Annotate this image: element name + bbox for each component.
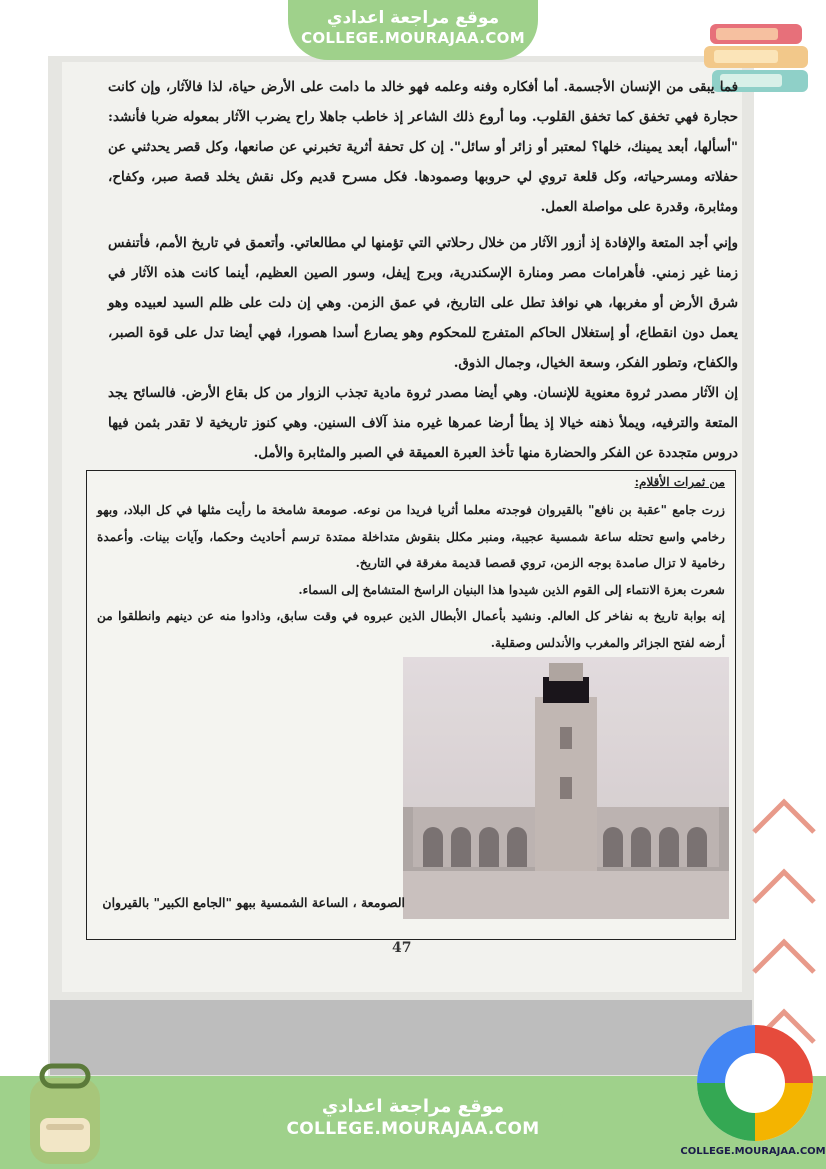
top-site-name-ar: موقع مراجعة اعدادي — [326, 8, 500, 28]
box-title: من ثمرات الأقلام: — [634, 475, 725, 489]
bottom-site-banner[interactable] — [263, 1078, 563, 1169]
top-site-url[interactable]: COLLEGE.MOURAJAA.COM — [301, 29, 525, 47]
paragraph-2: وإني أجد المتعة والإفادة إذ أزور الآثار من خلال رحلاتي التي تؤمنها لي مطالعاتي. وأتعمق في تاريخ الأمم، فأتنفس زمنا غير زمني. فأهرامات مصر ومنارة الإسكندرية، وبرج إيفل، وسور الصين العظيم، أينما كانت هذه الآثار في شرق الأرض أو مغربها، هي نوافذ تطل على التاريخ، في عمق الزمن. وهي إن دلت على ظلم السيد لعبيده وهو يعمل دون انقطاع، أو إستغلال الحاكم المتفرج للمحكوم وهو يصارع أسدا هصورا، فهي أيضا تدل على قوة الصبر، والكفاح، وتطور الفكر، وسعة الخيال، وجمال الذوق. — [108, 235, 738, 371]
quote-box — [86, 470, 736, 940]
page-number: 47 — [392, 940, 412, 956]
bottom-site-url[interactable]: COLLEGE.MOURAJAA.COM — [286, 1119, 540, 1139]
scan-bottom-band — [50, 1000, 752, 1075]
bottom-site-name-ar: موقع مراجعة اعدادي — [321, 1096, 505, 1117]
box-line-1: زرت جامع "عقبة بن نافع" بالقيروان فوجدته معلما أثريا فريدا من نوعه. صومعة شامخة ما رأيت مثلها في كل البلاد، وبهو رخامي واسع تحتله ساعة شمسية عجيبة، ومنبر مكلل بنقوش متداخلة ممتدة ترسم أحاديث وحكما، وآيات بينات. وأعمدة رخامية لا تزال صامدة بوجه الزمن، تروي قصصا قديمة مغرقة في التاريخ. — [97, 503, 725, 570]
box-text — [97, 497, 725, 656]
backpack-icon — [10, 1058, 120, 1168]
logo-caption[interactable]: COLLEGE.MOURAJAA.COM — [680, 1146, 826, 1157]
box-line-2: شعرت بعزة الانتماء إلى القوم الذين شيدوا هذا البنيان الراسخ المتشامخ إلى السماء. — [298, 582, 725, 597]
paragraph-1: فما يبقى من الإنسان الأجسمة. أما أفكاره وفنه وعلمه فهو خالد ما دامت على الأرض حياة، لذا فالآثار، وإن كانت حجارة فهي تخفق كما تخفق القلوب. وما أروع ذلك الشاعر إذ خاطب جاهلا راح يضرب الآثار بمعوله ضربا فأنشد: "أسألها، أبعد يمينك، خلها؟ لمعتبر أو زائر أو سائل". إن كل تحفة أثرية تخبرني عن صانعها، وكل قصر يحدثني عن حفلاته ومسرحياته، وكل قلعة تروي لي حروبها وصمودها. فكل مسرح قديم وكل نقش يخلد قصة صبر، وكفاح، ومثابرة، وقدرة على مواصلة العمل. — [108, 79, 738, 215]
mosque-photo — [403, 657, 729, 919]
paragraph-3: إن الآثار مصدر ثروة معنوية للإنسان. وهي أيضا مصدر ثروة مادية تجذب الزوار من كل بقاع الأرض. فالسائح يجد المتعة والترفيه، ويملأ ذهنه خيالا إذ يطأ أرضا عمرها غيره منذ آلاف السنين. وهي كنوز تاريخية لا تقدر بثمن فيها دروس متجددة عن الفكر والحضارة منها تأخذ العبرة العميقة في الصبر والمثابرة والأمل. — [108, 385, 738, 461]
left-margin — [0, 0, 48, 1169]
box-line-3: إنه بوابة تاريخ به نفاخر كل العالم. ونشيد بأعمال الأبطال الذين عبروه في وقت سابق، وذادوا منه عن دينهم وانطلقوا من أرضه لفتح الجزائر والمغرب والأندلس وصقلية. — [97, 609, 725, 650]
photo-caption: الصومعة ، الساعة الشمسية ببهو "الجامع الكبير" بالقيروان — [102, 895, 405, 910]
top-site-banner[interactable] — [288, 0, 538, 60]
circle-logo-icon — [694, 1022, 816, 1144]
